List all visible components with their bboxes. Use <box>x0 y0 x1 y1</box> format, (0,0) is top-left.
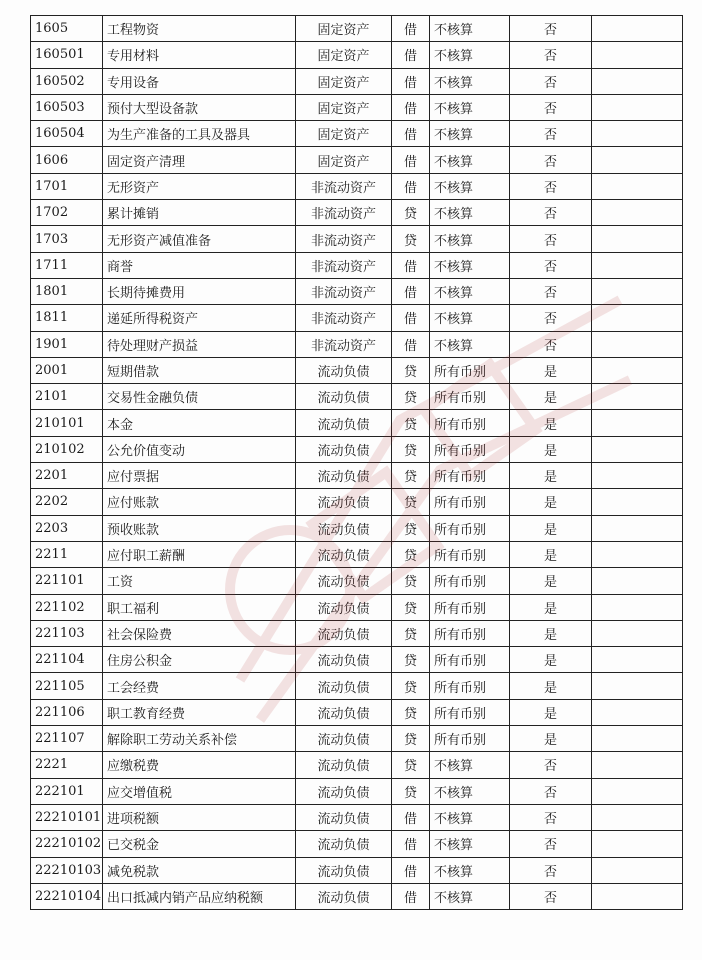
note-cell <box>592 647 683 673</box>
note-cell <box>592 673 683 699</box>
table-row <box>31 673 683 699</box>
note-cell <box>592 804 683 830</box>
account-name-cell: 固定资产清理 <box>103 147 296 173</box>
account-code-cell: 1605 <box>31 16 103 42</box>
note-cell <box>592 305 683 331</box>
account-category-cell: 流动负债 <box>296 384 392 410</box>
balance-direction-cell: 借 <box>392 16 430 42</box>
balance-direction-cell: 贷 <box>392 515 430 541</box>
account-category-cell: 流动负债 <box>296 857 392 883</box>
balance-direction-cell: 借 <box>392 42 430 68</box>
table-row <box>31 252 683 278</box>
balance-direction-cell: 贷 <box>392 436 430 462</box>
account-category-cell: 固定资产 <box>296 121 392 147</box>
balance-direction-cell: 借 <box>392 883 430 909</box>
account-code-cell: 2001 <box>31 357 103 383</box>
note-cell <box>592 568 683 594</box>
table-row <box>31 68 683 94</box>
currency-accounting-cell: 不核算 <box>430 147 510 173</box>
account-category-cell: 非流动资产 <box>296 305 392 331</box>
account-name-cell: 公允价值变动 <box>103 436 296 462</box>
account-name-cell: 预付大型设备款 <box>103 94 296 120</box>
table-row <box>31 568 683 594</box>
currency-accounting-cell: 不核算 <box>430 173 510 199</box>
balance-direction-cell: 贷 <box>392 489 430 515</box>
account-name-cell: 交易性金融负债 <box>103 384 296 410</box>
foreign-currency-flag-cell: 是 <box>510 620 592 646</box>
account-name-cell: 专用材料 <box>103 42 296 68</box>
account-category-cell: 流动负债 <box>296 778 392 804</box>
account-code-cell: 2211 <box>31 541 103 567</box>
foreign-currency-flag-cell: 否 <box>510 42 592 68</box>
note-cell <box>592 857 683 883</box>
note-cell <box>592 463 683 489</box>
account-name-cell: 职工教育经费 <box>103 699 296 725</box>
foreign-currency-flag-cell: 否 <box>510 68 592 94</box>
table-row <box>31 647 683 673</box>
note-cell <box>592 331 683 357</box>
foreign-currency-flag-cell: 否 <box>510 883 592 909</box>
account-category-cell: 流动负债 <box>296 673 392 699</box>
foreign-currency-flag-cell: 是 <box>510 568 592 594</box>
balance-direction-cell: 贷 <box>392 463 430 489</box>
table-row <box>31 831 683 857</box>
account-code-cell: 221107 <box>31 726 103 752</box>
currency-accounting-cell: 不核算 <box>430 68 510 94</box>
currency-accounting-cell: 不核算 <box>430 16 510 42</box>
account-code-cell: 2202 <box>31 489 103 515</box>
note-cell <box>592 42 683 68</box>
note-cell <box>592 699 683 725</box>
table-row <box>31 726 683 752</box>
note-cell <box>592 16 683 42</box>
account-name-cell: 职工福利 <box>103 594 296 620</box>
account-code-cell: 221104 <box>31 647 103 673</box>
currency-accounting-cell: 不核算 <box>430 831 510 857</box>
foreign-currency-flag-cell: 否 <box>510 831 592 857</box>
account-name-cell: 应付票据 <box>103 463 296 489</box>
table-row <box>31 147 683 173</box>
table-row <box>31 357 683 383</box>
table-row <box>31 305 683 331</box>
account-name-cell: 本金 <box>103 410 296 436</box>
note-cell <box>592 121 683 147</box>
currency-accounting-cell: 不核算 <box>430 94 510 120</box>
account-name-cell: 应交增值税 <box>103 778 296 804</box>
currency-accounting-cell: 不核算 <box>430 121 510 147</box>
note-cell <box>592 436 683 462</box>
table-row <box>31 173 683 199</box>
note-cell <box>592 831 683 857</box>
account-code-cell: 210101 <box>31 410 103 436</box>
table-row <box>31 16 683 42</box>
account-category-cell: 流动负债 <box>296 726 392 752</box>
account-name-cell: 应付账款 <box>103 489 296 515</box>
balance-direction-cell: 贷 <box>392 594 430 620</box>
foreign-currency-flag-cell: 否 <box>510 16 592 42</box>
balance-direction-cell: 贷 <box>392 568 430 594</box>
balance-direction-cell: 贷 <box>392 778 430 804</box>
foreign-currency-flag-cell: 否 <box>510 147 592 173</box>
currency-accounting-cell: 所有币别 <box>430 699 510 725</box>
note-cell <box>592 778 683 804</box>
foreign-currency-flag-cell: 否 <box>510 226 592 252</box>
note-cell <box>592 357 683 383</box>
account-code-cell: 1811 <box>31 305 103 331</box>
account-category-cell: 非流动资产 <box>296 200 392 226</box>
account-category-cell: 固定资产 <box>296 16 392 42</box>
foreign-currency-flag-cell: 是 <box>510 436 592 462</box>
balance-direction-cell: 借 <box>392 857 430 883</box>
currency-accounting-cell: 所有币别 <box>430 541 510 567</box>
currency-accounting-cell: 不核算 <box>430 857 510 883</box>
balance-direction-cell: 贷 <box>392 673 430 699</box>
table-row <box>31 121 683 147</box>
account-category-cell: 非流动资产 <box>296 173 392 199</box>
table-row <box>31 699 683 725</box>
foreign-currency-flag-cell: 是 <box>510 726 592 752</box>
currency-accounting-cell: 不核算 <box>430 226 510 252</box>
account-name-cell: 工会经费 <box>103 673 296 699</box>
account-name-cell: 应缴税费 <box>103 752 296 778</box>
currency-accounting-cell: 不核算 <box>430 752 510 778</box>
table-row <box>31 278 683 304</box>
table-row <box>31 620 683 646</box>
account-name-cell: 工资 <box>103 568 296 594</box>
account-category-cell: 非流动资产 <box>296 226 392 252</box>
currency-accounting-cell: 所有币别 <box>430 515 510 541</box>
account-category-cell: 非流动资产 <box>296 252 392 278</box>
account-name-cell: 待处理财产损益 <box>103 331 296 357</box>
note-cell <box>592 94 683 120</box>
note-cell <box>592 147 683 173</box>
account-category-cell: 流动负债 <box>296 804 392 830</box>
foreign-currency-flag-cell: 否 <box>510 121 592 147</box>
table-row <box>31 804 683 830</box>
currency-accounting-cell: 不核算 <box>430 305 510 331</box>
table-row <box>31 541 683 567</box>
currency-accounting-cell: 不核算 <box>430 778 510 804</box>
account-name-cell: 递延所得税资产 <box>103 305 296 331</box>
table-row <box>31 752 683 778</box>
balance-direction-cell: 贷 <box>392 699 430 725</box>
account-code-cell: 221103 <box>31 620 103 646</box>
currency-accounting-cell: 不核算 <box>430 804 510 830</box>
balance-direction-cell: 贷 <box>392 647 430 673</box>
account-code-cell: 2203 <box>31 515 103 541</box>
account-category-cell: 流动负债 <box>296 489 392 515</box>
account-category-cell: 流动负债 <box>296 752 392 778</box>
currency-accounting-cell: 所有币别 <box>430 568 510 594</box>
table-row <box>31 515 683 541</box>
balance-direction-cell: 贷 <box>392 541 430 567</box>
foreign-currency-flag-cell: 否 <box>510 804 592 830</box>
account-name-cell: 无形资产 <box>103 173 296 199</box>
foreign-currency-flag-cell: 是 <box>510 357 592 383</box>
currency-accounting-cell: 不核算 <box>430 42 510 68</box>
balance-direction-cell: 贷 <box>392 752 430 778</box>
table-row <box>31 200 683 226</box>
account-code-cell: 22210103 <box>31 857 103 883</box>
foreign-currency-flag-cell: 否 <box>510 200 592 226</box>
currency-accounting-cell: 不核算 <box>430 883 510 909</box>
note-cell <box>592 594 683 620</box>
balance-direction-cell: 借 <box>392 831 430 857</box>
account-code-cell: 221106 <box>31 699 103 725</box>
account-code-cell: 160501 <box>31 42 103 68</box>
account-name-cell: 社会保险费 <box>103 620 296 646</box>
note-cell <box>592 410 683 436</box>
currency-accounting-cell: 所有币别 <box>430 489 510 515</box>
account-category-cell: 流动负债 <box>296 620 392 646</box>
account-code-cell: 210102 <box>31 436 103 462</box>
foreign-currency-flag-cell: 是 <box>510 647 592 673</box>
account-category-cell: 流动负债 <box>296 883 392 909</box>
account-name-cell: 已交税金 <box>103 831 296 857</box>
currency-accounting-cell: 所有币别 <box>430 726 510 752</box>
account-name-cell: 减免税款 <box>103 857 296 883</box>
account-name-cell: 应付职工薪酬 <box>103 541 296 567</box>
table-row <box>31 331 683 357</box>
account-category-cell: 流动负债 <box>296 463 392 489</box>
account-category-cell: 流动负债 <box>296 515 392 541</box>
currency-accounting-cell: 所有币别 <box>430 620 510 646</box>
currency-accounting-cell: 不核算 <box>430 331 510 357</box>
note-cell <box>592 541 683 567</box>
account-code-cell: 160503 <box>31 94 103 120</box>
note-cell <box>592 883 683 909</box>
account-code-cell: 1701 <box>31 173 103 199</box>
account-category-cell: 流动负债 <box>296 357 392 383</box>
table-row <box>31 883 683 909</box>
account-code-cell: 22210102 <box>31 831 103 857</box>
note-cell <box>592 226 683 252</box>
account-table-body <box>31 16 683 910</box>
account-category-cell: 固定资产 <box>296 42 392 68</box>
account-code-cell: 160504 <box>31 121 103 147</box>
foreign-currency-flag-cell: 是 <box>510 699 592 725</box>
note-cell <box>592 173 683 199</box>
table-row <box>31 594 683 620</box>
currency-accounting-cell: 所有币别 <box>430 594 510 620</box>
balance-direction-cell: 借 <box>392 331 430 357</box>
account-category-cell: 流动负债 <box>296 831 392 857</box>
balance-direction-cell: 贷 <box>392 200 430 226</box>
balance-direction-cell: 借 <box>392 147 430 173</box>
note-cell <box>592 68 683 94</box>
account-table <box>30 15 683 910</box>
foreign-currency-flag-cell: 是 <box>510 541 592 567</box>
foreign-currency-flag-cell: 是 <box>510 463 592 489</box>
account-category-cell: 固定资产 <box>296 147 392 173</box>
table-row <box>31 857 683 883</box>
foreign-currency-flag-cell: 否 <box>510 94 592 120</box>
foreign-currency-flag-cell: 是 <box>510 410 592 436</box>
balance-direction-cell: 借 <box>392 252 430 278</box>
table-row <box>31 778 683 804</box>
note-cell <box>592 620 683 646</box>
account-code-cell: 160502 <box>31 68 103 94</box>
foreign-currency-flag-cell: 是 <box>510 594 592 620</box>
table-row <box>31 489 683 515</box>
currency-accounting-cell: 所有币别 <box>430 647 510 673</box>
account-code-cell: 1711 <box>31 252 103 278</box>
account-code-cell: 221102 <box>31 594 103 620</box>
account-name-cell: 长期待摊费用 <box>103 278 296 304</box>
currency-accounting-cell: 不核算 <box>430 252 510 278</box>
account-name-cell: 为生产准备的工具及器具 <box>103 121 296 147</box>
account-category-cell: 流动负债 <box>296 647 392 673</box>
note-cell <box>592 515 683 541</box>
account-name-cell: 累计摊销 <box>103 200 296 226</box>
account-name-cell: 无形资产减值准备 <box>103 226 296 252</box>
currency-accounting-cell: 不核算 <box>430 200 510 226</box>
account-name-cell: 出口抵减内销产品应纳税额 <box>103 883 296 909</box>
foreign-currency-flag-cell: 是 <box>510 515 592 541</box>
balance-direction-cell: 贷 <box>392 357 430 383</box>
account-name-cell: 工程物资 <box>103 16 296 42</box>
account-code-cell: 1901 <box>31 331 103 357</box>
foreign-currency-flag-cell: 否 <box>510 331 592 357</box>
account-code-cell: 221101 <box>31 568 103 594</box>
table-row <box>31 410 683 436</box>
foreign-currency-flag-cell: 否 <box>510 252 592 278</box>
table-row <box>31 226 683 252</box>
foreign-currency-flag-cell: 否 <box>510 305 592 331</box>
balance-direction-cell: 借 <box>392 804 430 830</box>
account-code-cell: 2101 <box>31 384 103 410</box>
balance-direction-cell: 贷 <box>392 226 430 252</box>
account-category-cell: 流动负债 <box>296 410 392 436</box>
note-cell <box>592 752 683 778</box>
note-cell <box>592 384 683 410</box>
currency-accounting-cell: 不核算 <box>430 278 510 304</box>
foreign-currency-flag-cell: 否 <box>510 173 592 199</box>
balance-direction-cell: 借 <box>392 278 430 304</box>
balance-direction-cell: 借 <box>392 121 430 147</box>
balance-direction-cell: 贷 <box>392 384 430 410</box>
note-cell <box>592 489 683 515</box>
account-code-cell: 2201 <box>31 463 103 489</box>
currency-accounting-cell: 所有币别 <box>430 463 510 489</box>
foreign-currency-flag-cell: 是 <box>510 489 592 515</box>
account-name-cell: 住房公积金 <box>103 647 296 673</box>
table-row <box>31 94 683 120</box>
table-row <box>31 42 683 68</box>
note-cell <box>592 278 683 304</box>
currency-accounting-cell: 所有币别 <box>430 673 510 699</box>
currency-accounting-cell: 所有币别 <box>430 357 510 383</box>
account-category-cell: 固定资产 <box>296 94 392 120</box>
foreign-currency-flag-cell: 否 <box>510 778 592 804</box>
table-row <box>31 436 683 462</box>
note-cell <box>592 726 683 752</box>
balance-direction-cell: 借 <box>392 94 430 120</box>
account-category-cell: 流动负债 <box>296 568 392 594</box>
account-code-cell: 222101 <box>31 778 103 804</box>
currency-accounting-cell: 所有币别 <box>430 384 510 410</box>
foreign-currency-flag-cell: 是 <box>510 673 592 699</box>
account-name-cell: 专用设备 <box>103 68 296 94</box>
account-code-cell: 22210104 <box>31 883 103 909</box>
account-code-cell: 1702 <box>31 200 103 226</box>
balance-direction-cell: 借 <box>392 305 430 331</box>
account-category-cell: 固定资产 <box>296 68 392 94</box>
account-name-cell: 预收账款 <box>103 515 296 541</box>
table-row <box>31 463 683 489</box>
balance-direction-cell: 借 <box>392 68 430 94</box>
account-code-cell: 221105 <box>31 673 103 699</box>
account-code-cell: 1703 <box>31 226 103 252</box>
table-row <box>31 384 683 410</box>
account-name-cell: 进项税额 <box>103 804 296 830</box>
balance-direction-cell: 贷 <box>392 410 430 436</box>
account-name-cell: 商誉 <box>103 252 296 278</box>
account-name-cell: 解除职工劳动关系补偿 <box>103 726 296 752</box>
account-code-cell: 2221 <box>31 752 103 778</box>
account-code-cell: 1801 <box>31 278 103 304</box>
account-code-cell: 22210101 <box>31 804 103 830</box>
account-category-cell: 流动负债 <box>296 436 392 462</box>
foreign-currency-flag-cell: 否 <box>510 278 592 304</box>
balance-direction-cell: 贷 <box>392 726 430 752</box>
note-cell <box>592 200 683 226</box>
account-category-cell: 流动负债 <box>296 699 392 725</box>
foreign-currency-flag-cell: 否 <box>510 752 592 778</box>
account-name-cell: 短期借款 <box>103 357 296 383</box>
account-category-cell: 非流动资产 <box>296 331 392 357</box>
account-code-cell: 1606 <box>31 147 103 173</box>
balance-direction-cell: 借 <box>392 173 430 199</box>
currency-accounting-cell: 所有币别 <box>430 436 510 462</box>
balance-direction-cell: 贷 <box>392 620 430 646</box>
account-category-cell: 非流动资产 <box>296 278 392 304</box>
foreign-currency-flag-cell: 否 <box>510 857 592 883</box>
foreign-currency-flag-cell: 是 <box>510 384 592 410</box>
currency-accounting-cell: 所有币别 <box>430 410 510 436</box>
account-category-cell: 流动负债 <box>296 594 392 620</box>
account-category-cell: 流动负债 <box>296 541 392 567</box>
note-cell <box>592 252 683 278</box>
